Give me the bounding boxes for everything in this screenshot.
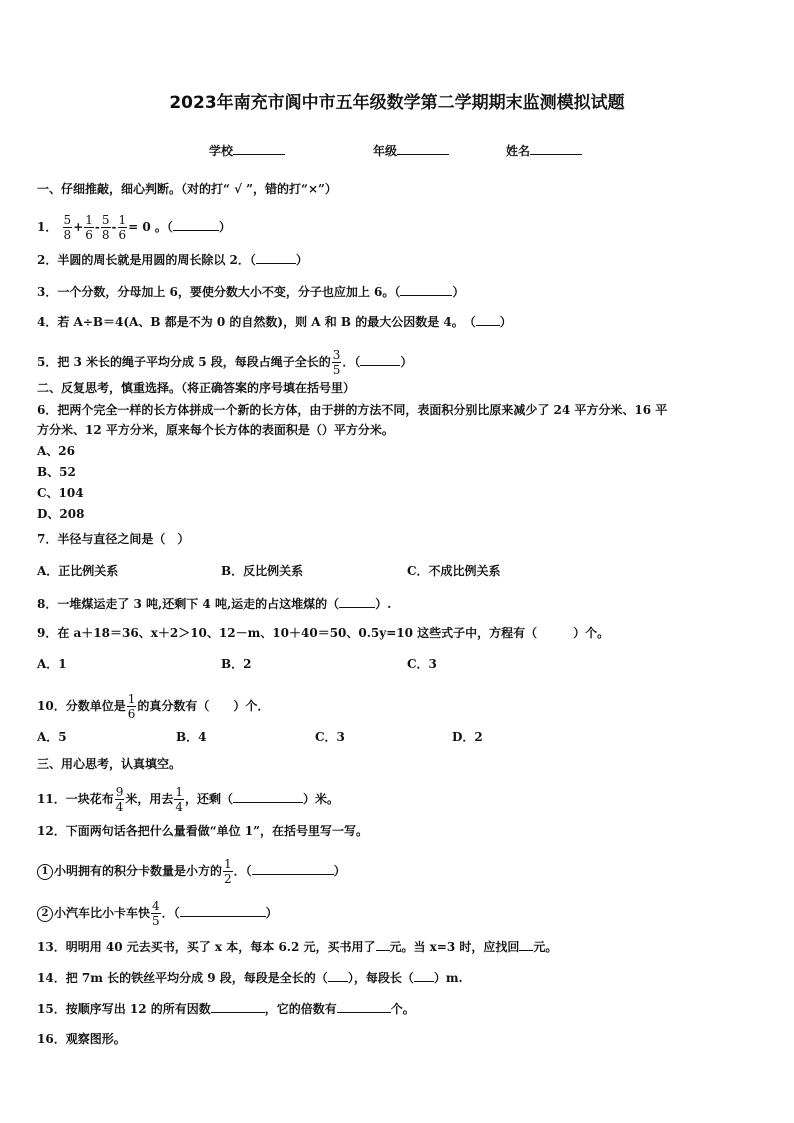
q6-option-c[interactable]: C、104	[37, 486, 84, 500]
question-13	[37, 937, 557, 955]
q12-s1-post: ．（	[233, 864, 252, 878]
q12-s1-answer-blank[interactable]	[252, 861, 334, 875]
q1-op: -	[94, 220, 100, 234]
question-11	[37, 785, 339, 814]
q3-close: ）	[452, 285, 465, 299]
q15-post: 个。	[390, 1002, 415, 1016]
q12-sentence-1	[37, 857, 346, 886]
q9-option-b[interactable]: B．2	[221, 657, 252, 671]
q13-mid: 元。当 x=3 时，应找回	[389, 940, 520, 954]
question-10	[37, 692, 269, 721]
grade-field	[373, 141, 449, 159]
denominator: 5	[152, 914, 160, 928]
q1-fraction-3	[101, 213, 111, 242]
q1-number: 1．	[37, 220, 58, 234]
q14-answer-blank-2[interactable]	[414, 968, 434, 982]
grade-blank[interactable]	[397, 141, 449, 155]
q8-answer-blank[interactable]	[339, 594, 375, 608]
question-2	[37, 250, 308, 268]
q7-option-c[interactable]: C．不成比例关系	[407, 564, 501, 578]
grade-label: 年级	[373, 144, 398, 158]
q15-mid: ，它的倍数有	[264, 1002, 337, 1016]
question-15	[37, 999, 415, 1017]
q7-option-a[interactable]: A．正比例关系	[37, 564, 119, 578]
q9-option-a[interactable]: A．1	[37, 657, 67, 671]
q12-s2-post: ．（	[161, 906, 180, 920]
numerator: 1	[118, 213, 127, 227]
q15-answer-blank-2[interactable]	[337, 999, 391, 1013]
q13-post: 元。	[533, 940, 558, 954]
numerator: 5	[101, 213, 110, 227]
q14-mid: ），每段长（	[347, 971, 414, 985]
question-14	[37, 968, 463, 986]
q10-text: 10．分数单位是	[37, 699, 126, 713]
q1-op: -	[111, 220, 117, 234]
numerator: 4	[152, 899, 160, 913]
denominator: 5	[332, 363, 341, 377]
numerator: 1	[127, 692, 136, 706]
q12-s2-close: ）	[265, 906, 278, 920]
q2-close: ）	[295, 253, 308, 267]
q6-line-2: 方分米、12 平方分米，原来每个长方体的表面积是（）平方分米。	[37, 423, 394, 437]
q11-fraction-1	[115, 785, 125, 814]
q10-option-b[interactable]: B．4	[176, 730, 207, 744]
question-8	[37, 594, 391, 612]
section-1-heading: 一、仔细推敲，细心判断。（对的打“ √ ”，错的打“×”）	[37, 182, 337, 196]
denominator: 6	[118, 228, 127, 242]
q1-tail: = 0 。（	[128, 220, 173, 234]
q10-option-c[interactable]: C．3	[315, 730, 345, 744]
q11-answer-blank[interactable]	[233, 789, 303, 803]
numerator: 1	[175, 785, 183, 799]
q12-s2-text: 小汽车比小卡车快	[54, 906, 151, 920]
name-field	[506, 141, 582, 159]
q6-option-b[interactable]: B、52	[37, 465, 76, 479]
numerator: 1	[85, 213, 93, 227]
name-label: 姓名	[506, 144, 531, 158]
q13-text: 13．明明用 40 元去买书，买了 x 本，每本 6.2 元，买书用了	[37, 940, 376, 954]
denominator: 6	[127, 707, 136, 721]
q3-answer-blank[interactable]	[400, 282, 452, 296]
q5-fraction	[332, 348, 342, 377]
q5-post: ．（	[342, 355, 361, 369]
question-1	[37, 213, 231, 242]
q10-option-d[interactable]: D．2	[452, 730, 483, 744]
q12-sentence-2	[37, 899, 278, 928]
q4-close: ）	[499, 315, 512, 329]
q1-fraction-4	[118, 213, 128, 242]
q5-answer-blank[interactable]	[360, 352, 400, 366]
q6-option-d[interactable]: D、208	[37, 507, 85, 521]
q2-answer-blank[interactable]	[256, 250, 296, 264]
q1-fraction-1	[63, 213, 73, 242]
q8-close: ）.	[375, 597, 392, 611]
q4-text: 4．若 A÷B＝4(A、B 都是不为 0 的自然数)，则 A 和 B 的最大公因数是 4。 （	[37, 315, 476, 329]
q7-option-b[interactable]: B．反比例关系	[221, 564, 304, 578]
q12-s1-fraction	[223, 857, 233, 886]
q9-option-c[interactable]: C．3	[407, 657, 437, 671]
q1-close: ）	[218, 220, 231, 234]
q12-s2-answer-blank[interactable]	[180, 903, 266, 917]
denominator: 6	[85, 228, 93, 242]
section-2-heading: 二、反复思考，慎重选择。（将正确答案的序号填在括号里）	[37, 381, 356, 395]
q6-line-1: 6．把两个完全一样的长方体拼成一个新的长方体，由于拼的方法不同，表面积分别比原来减少了 24 平方分米、16 平	[37, 403, 668, 417]
q1-answer-blank[interactable]	[173, 217, 219, 231]
page-title: 2023年南充市阆中市五年级数学第二学期期末监测模拟试题	[169, 93, 625, 113]
q11-post: ，还剩（	[185, 792, 234, 806]
q4-answer-blank[interactable]	[476, 312, 500, 326]
q10-option-a[interactable]: A．5	[37, 730, 67, 744]
q14-post: ）m.	[433, 971, 463, 985]
q6-option-a[interactable]: A、26	[37, 444, 76, 458]
q12-s1-close: ）	[333, 864, 346, 878]
q1-op: +	[73, 220, 84, 234]
q15-answer-blank-1[interactable]	[211, 999, 265, 1013]
question-4	[37, 312, 512, 330]
q14-text: 14．把 7m 长的铁丝平均分成 9 段，每段是全长的（	[37, 971, 328, 985]
q11-close: ）米。	[303, 792, 340, 806]
q10-post: 的真分数有（ ）个．	[137, 699, 270, 713]
q3-text: 3．一个分数，分母加上 6，要使分数大小不变，分子也应加上 6。（	[37, 285, 401, 299]
name-blank[interactable]	[530, 141, 582, 155]
q13-answer-blank-1[interactable]	[376, 937, 390, 951]
q11-mid: 米，用去	[125, 792, 174, 806]
question-3	[37, 282, 464, 300]
numerator: 3	[332, 348, 341, 362]
q11-fraction-2	[174, 785, 184, 814]
q12-s2-fraction	[151, 899, 161, 928]
numerator: 1	[224, 857, 232, 871]
school-blank[interactable]	[233, 141, 285, 155]
numerator: 5	[63, 213, 72, 227]
q1-fraction-2	[84, 213, 94, 242]
q10-fraction	[127, 692, 137, 721]
q15-text: 15．按顺序写出 12 的所有因数	[37, 1002, 211, 1016]
numerator: 9	[115, 785, 124, 799]
q11-text: 11．一块花布	[37, 792, 114, 806]
q5-text: 5．把 3 米长的绳子平均分成 5 段，每段占绳子全长的	[37, 355, 331, 369]
question-7: 7．半径与直径之间是（ ）	[37, 532, 190, 546]
question-9: 9．在 a＋18＝36、x＋2＞10、12－m、10＋40＝50、0.5y=10 这些式子中，方程有（ ）个。	[37, 626, 610, 640]
school-label: 学校	[209, 144, 234, 158]
question-5	[37, 348, 412, 377]
denominator: 4	[175, 800, 183, 814]
q14-answer-blank-1[interactable]	[328, 968, 348, 982]
q13-answer-blank-2[interactable]	[519, 937, 533, 951]
denominator: 4	[115, 800, 124, 814]
q5-close: ）	[400, 355, 413, 369]
q8-text: 8．一堆煤运走了 3 吨,还剩下 4 吨,运走的占这堆煤的（	[37, 597, 340, 611]
question-12: 12．下面两句话各把什么量看做“单位 1”，在括号里写一写。	[37, 824, 369, 838]
denominator: 8	[63, 228, 72, 242]
section-3-heading: 三、用心思考，认真填空。	[37, 757, 182, 771]
denominator: 2	[224, 872, 232, 886]
q2-text: 2．半圆的周长就是用圆的周长除以 2．（	[37, 253, 256, 267]
circled-number-1-icon: 1	[37, 864, 53, 880]
question-16: 16．观察图形。	[37, 1032, 126, 1046]
circled-number-2-icon: 2	[37, 906, 53, 922]
school-field	[209, 141, 285, 159]
denominator: 8	[101, 228, 110, 242]
q12-s1-text: 小明拥有的积分卡数量是小方的	[54, 864, 223, 878]
